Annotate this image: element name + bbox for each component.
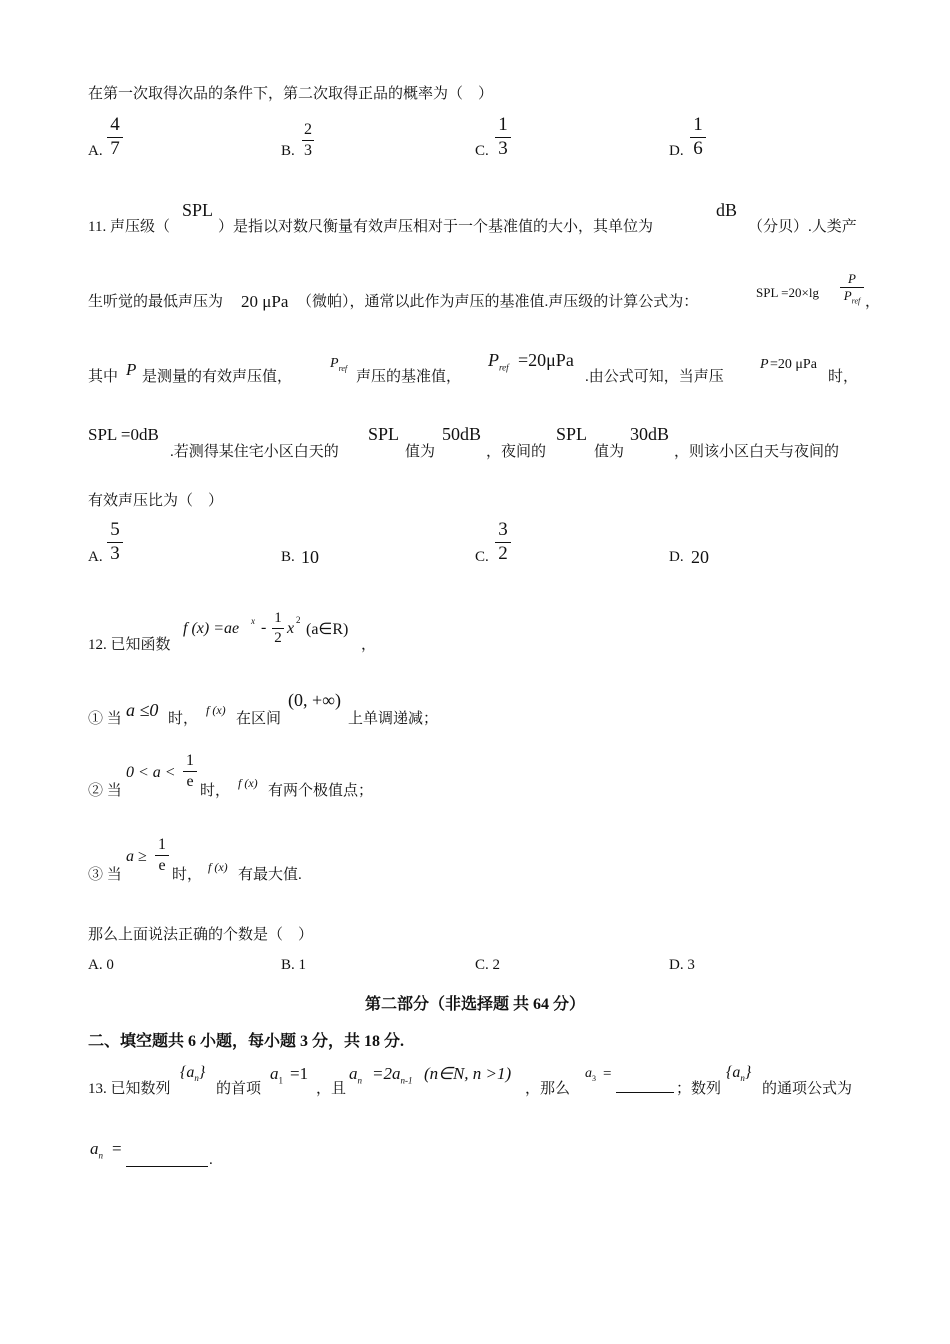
q10-option-b-fraction: 2 3 bbox=[304, 121, 312, 159]
q10-option-a-fraction: 4 7 bbox=[107, 115, 123, 160]
q11-option-d-label: D. bbox=[669, 549, 684, 565]
q11-option-d-value: 20 bbox=[691, 547, 709, 567]
q11-line4-f: ，则该小区白天与夜间的 bbox=[674, 444, 840, 460]
q11-line3-b: 是测量的有效声压值， bbox=[142, 369, 293, 385]
q12-x-squared: x bbox=[287, 620, 295, 637]
q11-spl-zero: SPL =0dB bbox=[88, 425, 159, 444]
q11-formula-fraction: P $P_{ref}$ bbox=[840, 272, 864, 307]
q11-line2-a: 生听觉的最低声压为 bbox=[88, 294, 224, 310]
q11-spl-symbol: SPL bbox=[182, 200, 214, 220]
q13-a3-eq: = bbox=[603, 1066, 612, 1082]
q13-e: ；数列 bbox=[676, 1081, 722, 1097]
q11-option-c-label: C. bbox=[475, 549, 489, 565]
q12-s3-fx: f (x) bbox=[208, 860, 228, 874]
q11-line4-d: ，夜间的 bbox=[486, 444, 547, 460]
q11-line1-c: （分贝）.人类产 bbox=[748, 219, 857, 235]
q12-s2-cond: 0 < a < bbox=[126, 764, 176, 781]
q11-night-value: 30dB bbox=[630, 424, 670, 444]
q12-comma: ， bbox=[361, 637, 377, 653]
q11-line3-e: 时， bbox=[828, 369, 859, 385]
q11-line2-b: （微帕），通常以此作为声压的基准值.声压级的计算公式为： bbox=[297, 294, 699, 310]
q13-seq-1: $\{a_n\}$ bbox=[180, 1064, 206, 1084]
q13-a: 13. 已知数列 bbox=[88, 1081, 171, 1097]
part2-title: 第二部分（非选择题 共 64 分） bbox=[364, 996, 585, 1013]
q10-option-d-label: D. bbox=[669, 143, 684, 159]
q12-option-d: D. 3 bbox=[669, 957, 695, 973]
q11-p-eq: =20 μPa bbox=[770, 357, 817, 372]
q12-domain: (a∈R) bbox=[306, 621, 349, 638]
q12-function: f (x) =ae bbox=[183, 620, 240, 637]
q11-p-eq-symbol: P bbox=[760, 357, 769, 372]
q13-b: 的首项 bbox=[216, 1081, 262, 1097]
q12-s3-b: 时， bbox=[172, 867, 203, 883]
q11-spl-night: SPL bbox=[556, 424, 588, 444]
q11-pref-value: $P_{ref}$ bbox=[488, 350, 509, 373]
q12-s2-a: ② 当 bbox=[88, 783, 122, 799]
q12-ask: 那么上面说法正确的个数是（ ） bbox=[88, 927, 314, 943]
q12-exponent: x bbox=[251, 616, 255, 626]
q12-s2-c: 有两个极值点； bbox=[268, 783, 374, 799]
q13-blank-a3[interactable] bbox=[616, 1092, 674, 1093]
q11-line3-a: 其中 bbox=[88, 369, 119, 385]
q12-s3-fraction: 1 e bbox=[155, 836, 169, 874]
q12-s2-fx: f (x) bbox=[238, 776, 258, 790]
q11-line1-a: 11. 声压级（ bbox=[88, 219, 170, 235]
q11-line2-comma: ， bbox=[865, 294, 881, 310]
q11-formula-left: SPL =20×lg bbox=[756, 285, 819, 300]
q12-s3-a: ③ 当 bbox=[88, 867, 122, 883]
q11-min-pressure: 20 μPa bbox=[241, 292, 289, 311]
q13-a1-eq: =1 bbox=[290, 1064, 309, 1083]
q13-d: ，那么 bbox=[525, 1081, 571, 1097]
q11-db-unit: dB bbox=[716, 200, 738, 220]
q10-option-c-fraction: 1 3 bbox=[495, 115, 511, 160]
q13-c: ，且 bbox=[316, 1081, 347, 1097]
q12-option-b: B. 1 bbox=[281, 957, 307, 973]
q11-line1-b: ）是指以对数尺衡量有效声压相对于一个基准值的大小，其单位为 bbox=[218, 219, 654, 235]
q12-option-a: A. 0 bbox=[88, 957, 114, 973]
q13-a3: $a_3$ bbox=[585, 1066, 596, 1083]
q11-line4-c: 值为 bbox=[405, 444, 436, 460]
q11-option-b-label: B. bbox=[281, 549, 295, 565]
q13-recurrence: $=2a_{n-1}$ bbox=[372, 1064, 413, 1086]
q12-s1-c: 在区间 bbox=[236, 711, 282, 727]
q11-line4-e: 值为 bbox=[594, 444, 625, 460]
q13-f: 的通项公式为 bbox=[762, 1081, 853, 1097]
q12-minus: - bbox=[261, 619, 267, 636]
q12-s2-b: 时， bbox=[200, 783, 231, 799]
q11-line3-d: .由公式可知，当声压 bbox=[585, 369, 724, 385]
part2-section-heading: 二、填空题共 6 小题，每小题 3 分，共 18 分. bbox=[88, 1033, 405, 1050]
q13-a1: $a_1$ bbox=[270, 1064, 283, 1086]
q13-an: $a_n$ bbox=[349, 1064, 362, 1086]
q11-option-a-fraction: 5 3 bbox=[107, 520, 123, 565]
q11-option-b-value: 10 bbox=[301, 547, 319, 567]
q12-square-exp: 2 bbox=[296, 615, 301, 625]
q11-option-a-label: A. bbox=[88, 549, 103, 565]
q11-line5: 有效声压比为（ ） bbox=[88, 493, 224, 509]
q10-stem: 在第一次取得次品的条件下，第二次取得正品的概率为（ ） bbox=[88, 86, 494, 102]
q13-recurrence-cond: (n∈N, n >1) bbox=[424, 1064, 512, 1083]
q12-half-fraction: 1 2 bbox=[272, 610, 284, 646]
q11-option-c-fraction: 3 2 bbox=[495, 520, 511, 565]
q11-pref-symbol: $P_{ref}$ bbox=[330, 356, 348, 373]
q13-l2-end: . bbox=[209, 1152, 213, 1168]
q10-option-c-label: C. bbox=[475, 143, 489, 159]
q13-l2-an: $a_n$ bbox=[90, 1139, 103, 1161]
q12-s1-a: ① 当 bbox=[88, 711, 122, 727]
q11-spl-day: SPL bbox=[368, 424, 400, 444]
q12-intro: 12. 已知函数 bbox=[88, 637, 171, 653]
q10-option-d-fraction: 1 6 bbox=[690, 115, 706, 160]
q12-s3-c: 有最大值. bbox=[238, 867, 302, 883]
q10-option-a-label: A. bbox=[88, 143, 103, 159]
q13-l2-eq: = bbox=[112, 1139, 122, 1158]
q12-s1-interval: (0, +∞) bbox=[288, 690, 341, 710]
q11-line3-c: 声压的基准值， bbox=[356, 369, 462, 385]
q12-s1-fx: f (x) bbox=[206, 703, 226, 717]
q13-seq-2: $\{a_n\}$ bbox=[726, 1064, 752, 1084]
q12-s1-cond: a ≤0 bbox=[126, 700, 159, 720]
q11-line4-b: .若测得某住宅小区白天的 bbox=[170, 444, 339, 460]
q13-blank-an[interactable] bbox=[126, 1166, 208, 1167]
q12-s1-b: 时， bbox=[168, 711, 199, 727]
q10-option-b-label: B. bbox=[281, 143, 295, 159]
q11-day-value: 50dB bbox=[442, 424, 482, 444]
q12-s3-cond: a ≥ bbox=[126, 848, 147, 865]
q11-pref-eq: =20μPa bbox=[518, 350, 574, 370]
q12-option-c: C. 2 bbox=[475, 957, 501, 973]
q11-p-symbol: P bbox=[126, 360, 137, 379]
q12-s1-d: 上单调递减； bbox=[348, 711, 439, 727]
q12-s2-fraction: 1 e bbox=[183, 752, 197, 790]
